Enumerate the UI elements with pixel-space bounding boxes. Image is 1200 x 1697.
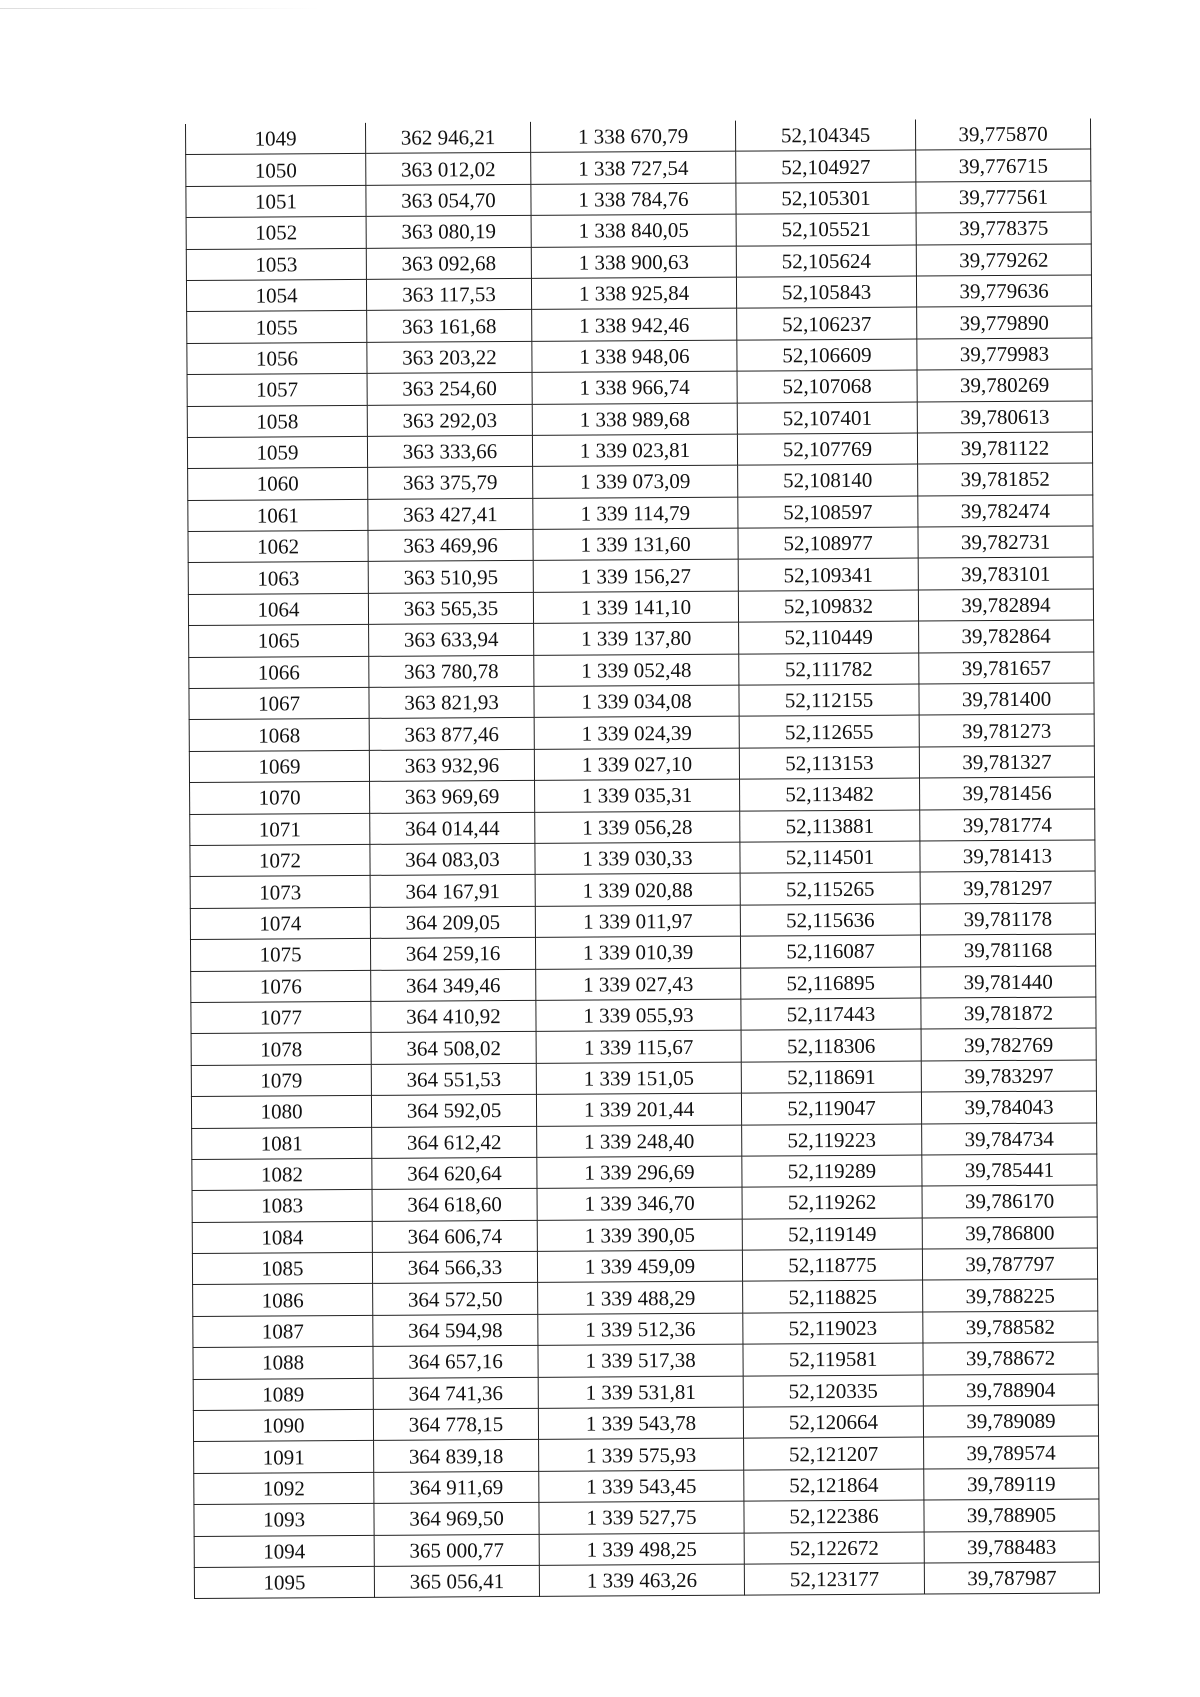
y-coordinate-cell: 1 339 020,88 <box>535 873 740 906</box>
latitude-cell: 52,119149 <box>742 1218 922 1250</box>
point-number-cell: 1052 <box>186 217 366 249</box>
longitude-cell: 39,781327 <box>919 746 1094 778</box>
y-coordinate-cell: 1 338 989,68 <box>532 403 737 436</box>
x-coordinate-cell: 363 117,53 <box>366 278 531 310</box>
latitude-cell: 52,114501 <box>740 841 920 873</box>
longitude-cell: 39,781657 <box>919 652 1094 684</box>
longitude-cell: 39,781413 <box>920 840 1095 872</box>
point-number-cell: 1080 <box>191 1095 371 1127</box>
y-coordinate-cell: 1 339 024,39 <box>534 717 739 750</box>
latitude-cell: 52,112155 <box>739 684 919 716</box>
point-number-cell: 1071 <box>190 813 370 845</box>
latitude-cell: 52,113482 <box>740 778 920 810</box>
point-number-cell: 1061 <box>188 499 368 531</box>
longitude-cell: 39,782864 <box>919 620 1094 652</box>
point-number-cell: 1095 <box>194 1566 374 1598</box>
y-coordinate-cell: 1 339 056,28 <box>535 811 740 844</box>
y-coordinate-cell: 1 339 137,80 <box>534 622 739 655</box>
latitude-cell: 52,104927 <box>736 150 916 182</box>
longitude-cell: 39,783297 <box>921 1060 1096 1092</box>
latitude-cell: 52,116895 <box>741 967 921 999</box>
y-coordinate-cell: 1 338 942,46 <box>532 308 737 341</box>
longitude-cell: 39,781297 <box>920 871 1095 903</box>
point-number-cell: 1053 <box>186 248 366 280</box>
longitude-cell: 39,782894 <box>918 589 1093 621</box>
y-coordinate-cell: 1 339 248,40 <box>537 1125 742 1158</box>
x-coordinate-cell: 363 080,19 <box>366 216 531 248</box>
point-number-cell: 1069 <box>189 750 369 782</box>
latitude-cell: 52,116087 <box>740 935 920 967</box>
point-number-cell: 1056 <box>187 342 367 374</box>
latitude-cell: 52,118691 <box>741 1061 921 1093</box>
latitude-cell: 52,119581 <box>743 1343 923 1375</box>
y-coordinate-cell: 1 339 156,27 <box>533 560 738 593</box>
longitude-cell: 39,780613 <box>917 400 1092 432</box>
x-coordinate-cell: 363 510,95 <box>368 561 533 593</box>
latitude-cell: 52,105301 <box>736 182 916 214</box>
longitude-cell: 39,781178 <box>920 903 1095 935</box>
x-coordinate-cell: 364 839,18 <box>374 1440 539 1472</box>
longitude-cell: 39,786800 <box>922 1217 1097 1249</box>
latitude-cell: 52,108140 <box>738 464 918 496</box>
longitude-cell: 39,787987 <box>924 1562 1099 1594</box>
point-number-cell: 1092 <box>194 1472 374 1504</box>
longitude-cell: 39,788582 <box>923 1311 1098 1343</box>
longitude-cell: 39,784734 <box>922 1122 1097 1154</box>
longitude-cell: 39,787797 <box>922 1248 1097 1280</box>
latitude-cell: 52,111782 <box>739 653 919 685</box>
longitude-cell: 39,778375 <box>916 212 1091 244</box>
latitude-cell: 52,106237 <box>737 307 917 339</box>
latitude-cell: 52,119262 <box>742 1186 922 1218</box>
longitude-cell: 39,780269 <box>917 369 1092 401</box>
latitude-cell: 52,106609 <box>737 339 917 371</box>
x-coordinate-cell: 363 469,96 <box>368 529 533 561</box>
point-number-cell: 1063 <box>188 562 368 594</box>
point-number-cell: 1090 <box>193 1409 373 1441</box>
y-coordinate-cell: 1 338 966,74 <box>532 371 737 404</box>
point-number-cell: 1064 <box>188 593 368 625</box>
latitude-cell: 52,112655 <box>739 715 919 747</box>
x-coordinate-cell: 364 083,03 <box>370 843 535 875</box>
longitude-cell: 39,777561 <box>916 181 1091 213</box>
point-number-cell: 1059 <box>187 436 367 468</box>
point-number-cell: 1083 <box>192 1190 372 1222</box>
latitude-cell: 52,118306 <box>741 1029 921 1061</box>
latitude-cell: 52,104345 <box>735 120 915 152</box>
point-number-cell: 1058 <box>187 405 367 437</box>
longitude-cell: 39,781168 <box>920 934 1095 966</box>
x-coordinate-cell: 364 592,05 <box>371 1094 536 1126</box>
x-coordinate-cell: 363 633,94 <box>369 624 534 656</box>
y-coordinate-cell: 1 339 296,69 <box>537 1156 742 1189</box>
latitude-cell: 52,121207 <box>744 1437 924 1469</box>
x-coordinate-cell: 363 203,22 <box>367 341 532 373</box>
point-number-cell: 1054 <box>186 279 366 311</box>
longitude-cell: 39,779890 <box>917 306 1092 338</box>
point-number-cell: 1075 <box>190 939 370 971</box>
y-coordinate-cell: 1 339 052,48 <box>534 654 739 687</box>
y-coordinate-cell: 1 339 027,10 <box>534 748 739 781</box>
latitude-cell: 52,122672 <box>744 1532 924 1564</box>
x-coordinate-cell: 363 333,66 <box>367 435 532 467</box>
point-number-cell: 1055 <box>187 311 367 343</box>
point-number-cell: 1078 <box>191 1033 371 1065</box>
y-coordinate-cell: 1 339 527,75 <box>539 1501 744 1534</box>
x-coordinate-cell: 364 778,15 <box>373 1408 538 1440</box>
document-page <box>185 118 1099 1599</box>
longitude-cell: 39,781273 <box>919 714 1094 746</box>
point-number-cell: 1084 <box>192 1221 372 1253</box>
longitude-cell: 39,781456 <box>920 777 1095 809</box>
y-coordinate-cell: 1 338 925,84 <box>531 277 736 310</box>
latitude-cell: 52,120335 <box>743 1375 923 1407</box>
point-number-cell: 1093 <box>194 1504 374 1536</box>
x-coordinate-cell: 364 620,64 <box>372 1157 537 1189</box>
longitude-cell: 39,775870 <box>915 118 1090 150</box>
x-coordinate-cell: 364 606,74 <box>372 1220 537 1252</box>
x-coordinate-cell: 364 566,33 <box>372 1251 537 1283</box>
point-number-cell: 1049 <box>185 123 365 155</box>
y-coordinate-cell: 1 338 784,76 <box>531 183 736 216</box>
x-coordinate-cell: 363 932,96 <box>369 749 534 781</box>
latitude-cell: 52,118825 <box>743 1280 923 1312</box>
y-coordinate-cell: 1 339 030,33 <box>535 842 740 875</box>
x-coordinate-cell: 365 000,77 <box>374 1534 539 1566</box>
y-coordinate-cell: 1 339 151,05 <box>536 1062 741 1095</box>
latitude-cell: 52,110449 <box>739 621 919 653</box>
point-number-cell: 1089 <box>193 1378 373 1410</box>
x-coordinate-cell: 364 612,42 <box>372 1126 537 1158</box>
x-coordinate-cell: 365 056,41 <box>374 1565 539 1597</box>
x-coordinate-cell: 363 565,35 <box>368 592 533 624</box>
longitude-cell: 39,785441 <box>922 1154 1097 1186</box>
y-coordinate-cell: 1 339 498,25 <box>539 1533 744 1566</box>
longitude-cell: 39,781774 <box>920 809 1095 841</box>
point-number-cell: 1086 <box>193 1284 373 1316</box>
y-coordinate-cell: 1 338 900,63 <box>531 246 736 279</box>
longitude-cell: 39,781122 <box>917 432 1092 464</box>
x-coordinate-cell: 363 254,60 <box>367 373 532 405</box>
y-coordinate-cell: 1 339 055,93 <box>536 999 741 1032</box>
y-coordinate-cell: 1 339 517,38 <box>538 1344 743 1377</box>
latitude-cell: 52,105624 <box>736 245 916 277</box>
longitude-cell: 39,779983 <box>917 338 1092 370</box>
latitude-cell: 52,117443 <box>741 998 921 1030</box>
coordinates-table <box>185 118 1100 1599</box>
x-coordinate-cell: 364 167,91 <box>370 875 535 907</box>
latitude-cell: 52,119223 <box>742 1124 922 1156</box>
latitude-cell: 52,120664 <box>743 1406 923 1438</box>
latitude-cell: 52,115636 <box>740 904 920 936</box>
y-coordinate-cell: 1 339 543,45 <box>539 1470 744 1503</box>
point-number-cell: 1076 <box>191 970 371 1002</box>
y-coordinate-cell: 1 339 023,81 <box>532 434 737 467</box>
y-coordinate-cell: 1 339 073,09 <box>533 465 738 498</box>
longitude-cell: 39,781852 <box>918 463 1093 495</box>
point-number-cell: 1066 <box>189 656 369 688</box>
longitude-cell: 39,781400 <box>919 683 1094 715</box>
y-coordinate-cell: 1 339 543,78 <box>538 1407 743 1440</box>
y-coordinate-cell: 1 339 035,31 <box>535 779 740 812</box>
longitude-cell: 39,781872 <box>921 997 1096 1029</box>
point-number-cell: 1088 <box>193 1347 373 1379</box>
point-number-cell: 1087 <box>193 1315 373 1347</box>
longitude-cell: 39,784043 <box>921 1091 1096 1123</box>
x-coordinate-cell: 363 292,03 <box>367 404 532 436</box>
latitude-cell: 52,113153 <box>739 747 919 779</box>
point-number-cell: 1070 <box>190 782 370 814</box>
point-number-cell: 1051 <box>186 185 366 217</box>
x-coordinate-cell: 363 161,68 <box>367 310 532 342</box>
x-coordinate-cell: 363 054,70 <box>366 184 531 216</box>
latitude-cell: 52,107769 <box>737 433 917 465</box>
latitude-cell: 52,105521 <box>736 213 916 245</box>
scan-artifact-line <box>0 8 320 9</box>
latitude-cell: 52,107068 <box>737 370 917 402</box>
point-number-cell: 1065 <box>189 625 369 657</box>
point-number-cell: 1060 <box>188 468 368 500</box>
x-coordinate-cell: 364 014,44 <box>370 812 535 844</box>
longitude-cell: 39,788672 <box>923 1342 1098 1374</box>
x-coordinate-cell: 363 427,41 <box>368 498 533 530</box>
latitude-cell: 52,115265 <box>740 872 920 904</box>
y-coordinate-cell: 1 339 390,05 <box>537 1219 742 1252</box>
longitude-cell: 39,786170 <box>922 1185 1097 1217</box>
point-number-cell: 1067 <box>189 687 369 719</box>
latitude-cell: 52,123177 <box>744 1563 924 1595</box>
latitude-cell: 52,119023 <box>743 1312 923 1344</box>
point-number-cell: 1082 <box>192 1158 372 1190</box>
latitude-cell: 52,109341 <box>738 558 918 590</box>
y-coordinate-cell: 1 339 011,97 <box>535 905 740 938</box>
y-coordinate-cell: 1 339 531,81 <box>538 1376 743 1409</box>
longitude-cell: 39,788904 <box>923 1374 1098 1406</box>
y-coordinate-cell: 1 338 840,05 <box>531 214 736 247</box>
point-number-cell: 1073 <box>190 876 370 908</box>
point-number-cell: 1085 <box>192 1252 372 1284</box>
latitude-cell: 52,105843 <box>736 276 916 308</box>
point-number-cell: 1094 <box>194 1535 374 1567</box>
x-coordinate-cell: 363 821,93 <box>369 686 534 718</box>
y-coordinate-cell: 1 339 463,26 <box>539 1564 744 1597</box>
y-coordinate-cell: 1 339 034,08 <box>534 685 739 718</box>
longitude-cell: 39,788225 <box>923 1279 1098 1311</box>
x-coordinate-cell: 362 946,21 <box>365 122 530 154</box>
longitude-cell: 39,789089 <box>923 1405 1098 1437</box>
longitude-cell: 39,776715 <box>916 149 1091 181</box>
y-coordinate-cell: 1 339 346,70 <box>537 1187 742 1220</box>
x-coordinate-cell: 364 969,50 <box>374 1503 539 1535</box>
latitude-cell: 52,119047 <box>741 1092 921 1124</box>
y-coordinate-cell: 1 339 027,43 <box>536 968 741 1001</box>
latitude-cell: 52,121864 <box>744 1469 924 1501</box>
x-coordinate-cell: 364 741,36 <box>373 1377 538 1409</box>
x-coordinate-cell: 363 780,78 <box>369 655 534 687</box>
longitude-cell: 39,783101 <box>918 557 1093 589</box>
x-coordinate-cell: 363 375,79 <box>368 467 533 499</box>
y-coordinate-cell: 1 339 131,60 <box>533 528 738 561</box>
x-coordinate-cell: 364 410,92 <box>371 1000 536 1032</box>
y-coordinate-cell: 1 338 727,54 <box>531 152 736 185</box>
x-coordinate-cell: 364 618,60 <box>372 1189 537 1221</box>
y-coordinate-cell: 1 339 141,10 <box>533 591 738 624</box>
point-number-cell: 1077 <box>191 1001 371 1033</box>
x-coordinate-cell: 364 911,69 <box>374 1471 539 1503</box>
latitude-cell: 52,119289 <box>742 1155 922 1187</box>
point-number-cell: 1074 <box>190 907 370 939</box>
longitude-cell: 39,789119 <box>924 1468 1099 1500</box>
y-coordinate-cell: 1 338 670,79 <box>530 121 735 153</box>
y-coordinate-cell: 1 338 948,06 <box>532 340 737 373</box>
longitude-cell: 39,779262 <box>916 244 1091 276</box>
x-coordinate-cell: 363 012,02 <box>366 153 531 185</box>
table-row <box>194 1562 1099 1599</box>
point-number-cell: 1050 <box>186 154 366 186</box>
latitude-cell: 52,107401 <box>737 402 917 434</box>
longitude-cell: 39,788483 <box>924 1531 1099 1563</box>
coordinates-table-body <box>185 118 1099 1598</box>
point-number-cell: 1062 <box>188 530 368 562</box>
longitude-cell: 39,782474 <box>918 495 1093 527</box>
point-number-cell: 1081 <box>192 1127 372 1159</box>
y-coordinate-cell: 1 339 575,93 <box>539 1439 744 1472</box>
latitude-cell: 52,108977 <box>738 527 918 559</box>
latitude-cell: 52,122386 <box>744 1500 924 1532</box>
point-number-cell: 1057 <box>187 374 367 406</box>
x-coordinate-cell: 364 551,53 <box>371 1063 536 1095</box>
y-coordinate-cell: 1 339 201,44 <box>536 1093 741 1126</box>
latitude-cell: 52,113881 <box>740 810 920 842</box>
longitude-cell: 39,782769 <box>921 1028 1096 1060</box>
point-number-cell: 1091 <box>194 1441 374 1473</box>
x-coordinate-cell: 364 572,50 <box>373 1283 538 1315</box>
point-number-cell: 1068 <box>189 719 369 751</box>
longitude-cell: 39,782731 <box>918 526 1093 558</box>
x-coordinate-cell: 363 969,69 <box>370 781 535 813</box>
y-coordinate-cell: 1 339 488,29 <box>538 1282 743 1315</box>
y-coordinate-cell: 1 339 010,39 <box>535 936 740 969</box>
x-coordinate-cell: 364 508,02 <box>371 1032 536 1064</box>
point-number-cell: 1079 <box>191 1064 371 1096</box>
x-coordinate-cell: 364 209,05 <box>370 906 535 938</box>
x-coordinate-cell: 363 877,46 <box>369 718 534 750</box>
x-coordinate-cell: 364 349,46 <box>371 969 536 1001</box>
longitude-cell: 39,781440 <box>921 965 1096 997</box>
longitude-cell: 39,789574 <box>924 1436 1099 1468</box>
y-coordinate-cell: 1 339 459,09 <box>537 1250 742 1283</box>
point-number-cell: 1072 <box>190 844 370 876</box>
x-coordinate-cell: 364 657,16 <box>373 1346 538 1378</box>
x-coordinate-cell: 364 259,16 <box>370 938 535 970</box>
y-coordinate-cell: 1 339 512,36 <box>538 1313 743 1346</box>
longitude-cell: 39,788905 <box>924 1499 1099 1531</box>
latitude-cell: 52,109832 <box>738 590 918 622</box>
latitude-cell: 52,118775 <box>742 1249 922 1281</box>
y-coordinate-cell: 1 339 114,79 <box>533 497 738 530</box>
y-coordinate-cell: 1 339 115,67 <box>536 1030 741 1063</box>
x-coordinate-cell: 363 092,68 <box>366 247 531 279</box>
latitude-cell: 52,108597 <box>738 496 918 528</box>
x-coordinate-cell: 364 594,98 <box>373 1314 538 1346</box>
longitude-cell: 39,779636 <box>916 275 1091 307</box>
